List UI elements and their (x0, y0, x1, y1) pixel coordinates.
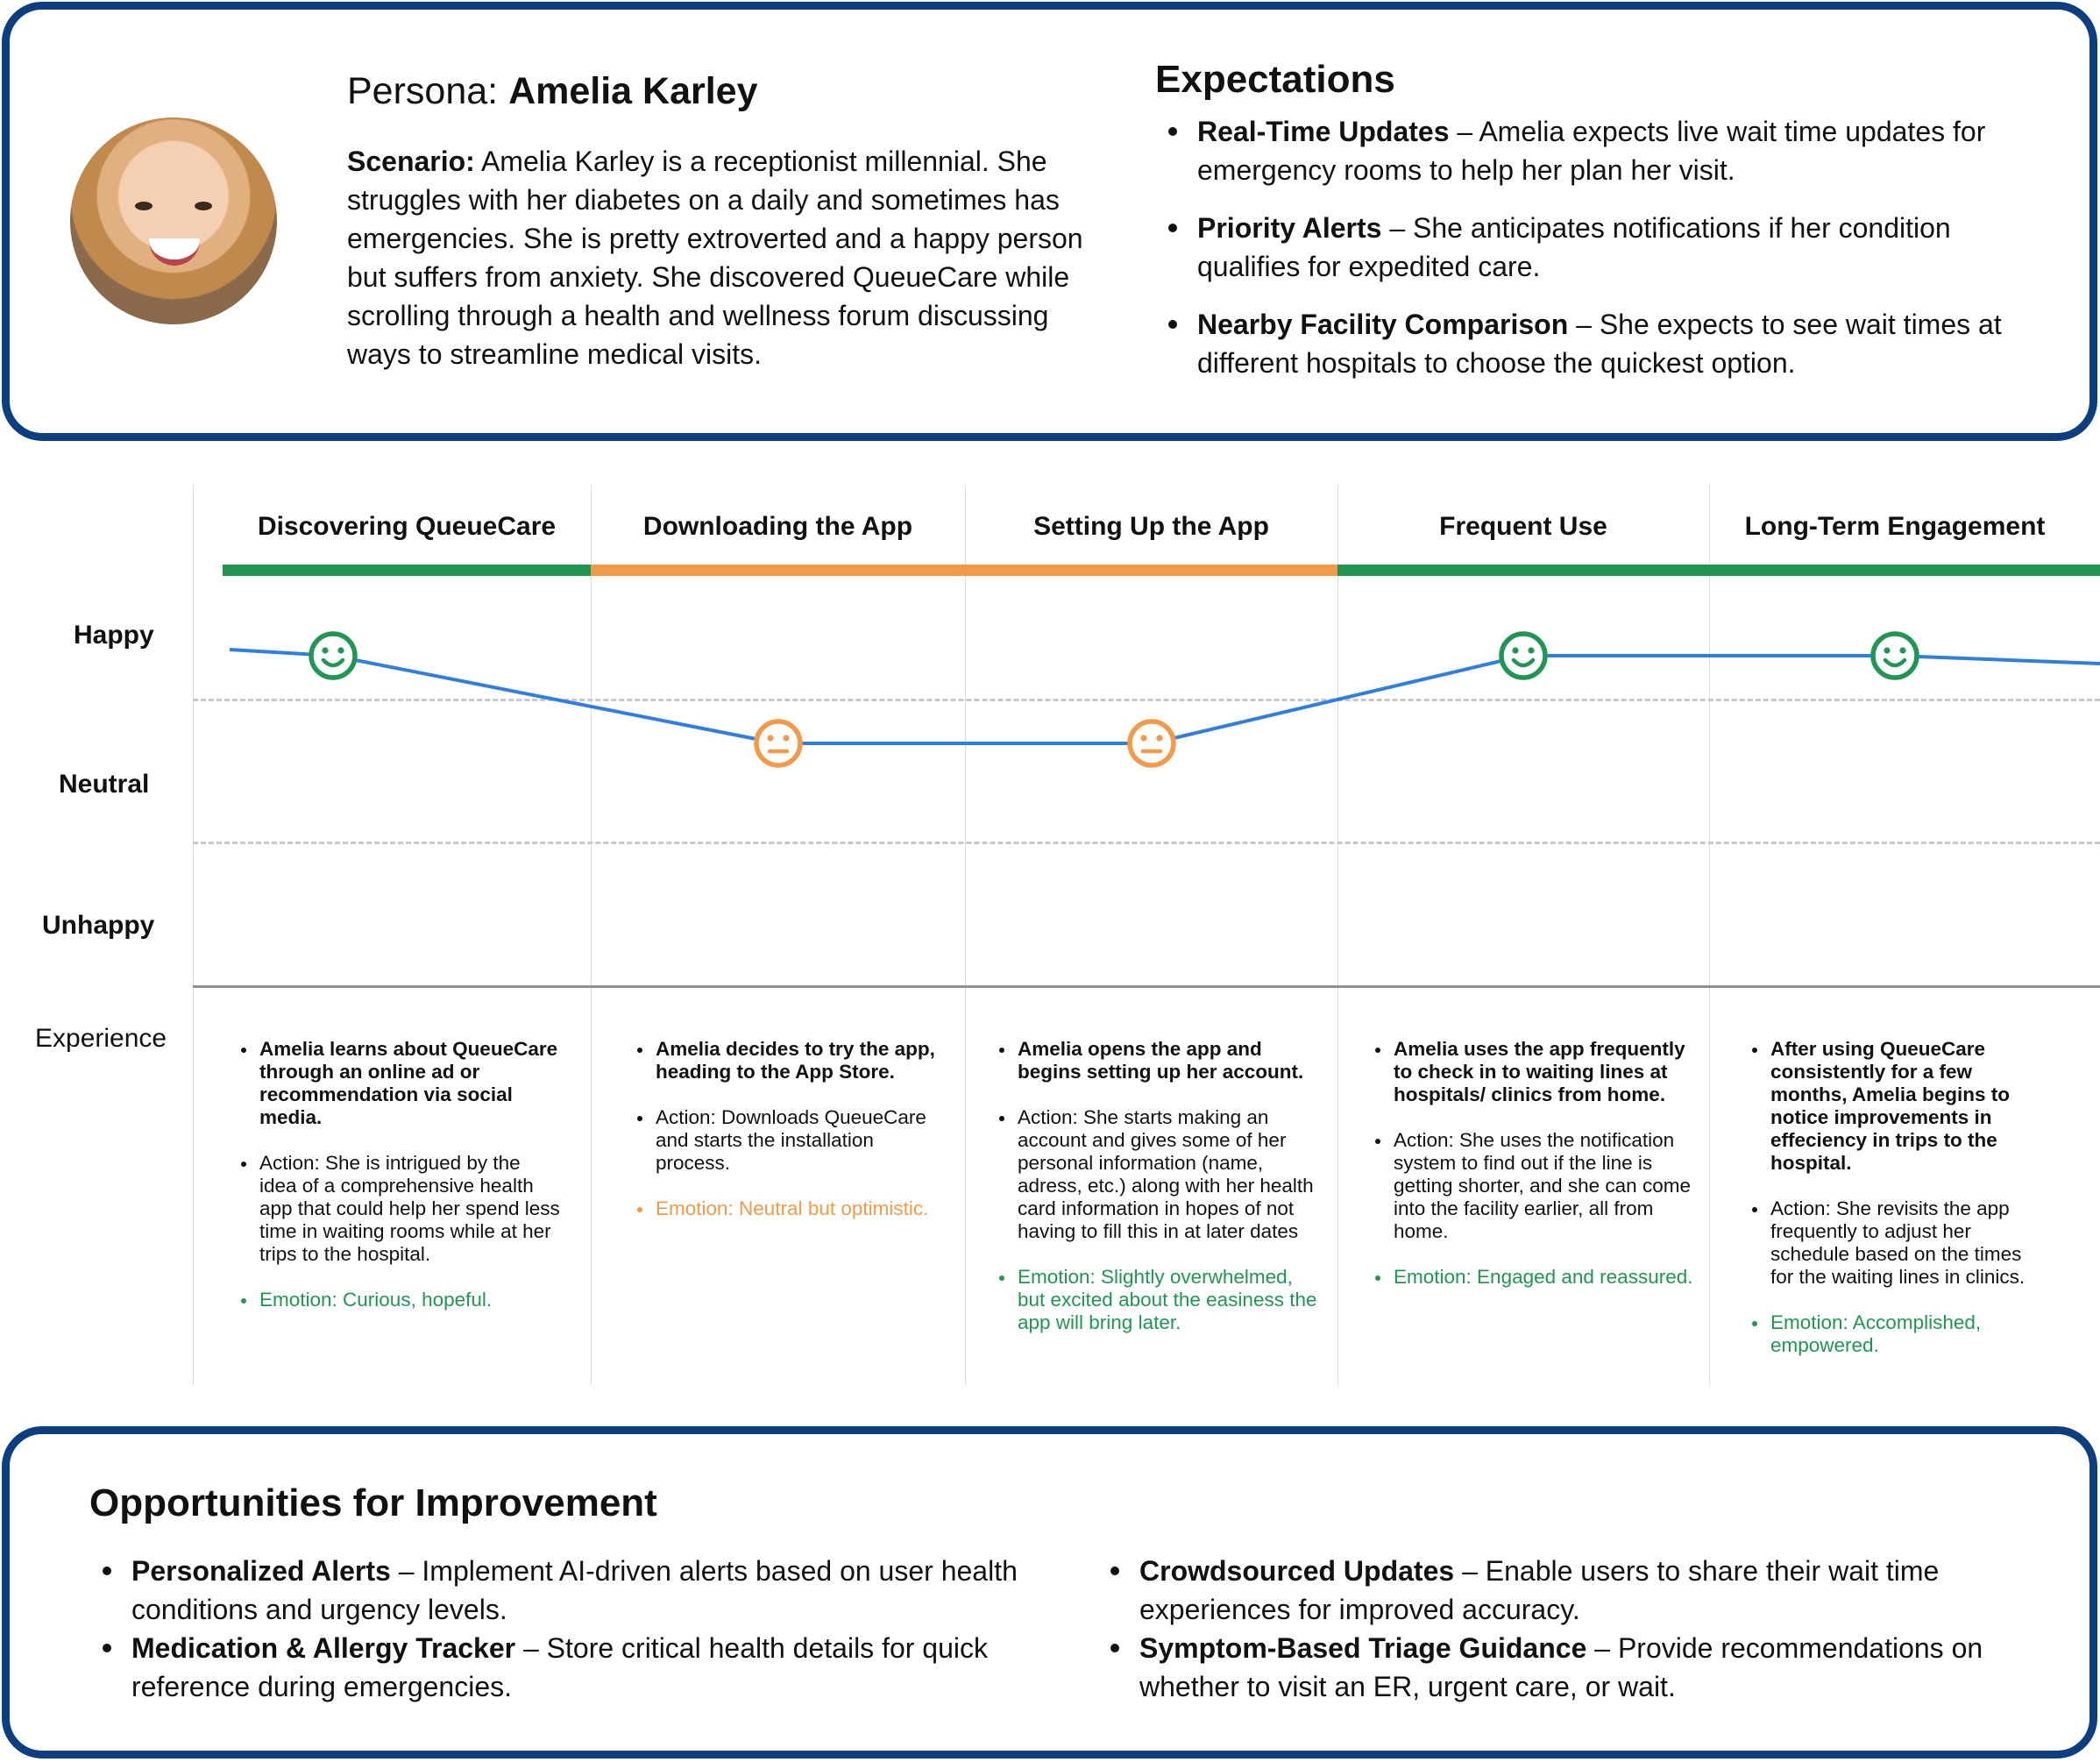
opportunity-item (89, 1629, 1036, 1706)
expectation-text: – She anticipates notifications if her condition qualifies for expedited care. (1197, 212, 1951, 282)
happy-face-icon (1873, 634, 1917, 678)
opportunity-bold: Medication & Allergy Tracker (131, 1632, 516, 1664)
experience-lead: Amelia uses the app frequently to check in to waiting lines at hospitals/ clinics from home. (1373, 1038, 1697, 1106)
opportunity-text: – Implement AI-driven alerts based on user health conditions and urgency levels. (131, 1555, 1018, 1625)
phase-title: Downloading the App (642, 512, 913, 541)
experience-lead: Amelia opens the app and begins setting up her account. (997, 1038, 1321, 1083)
opportunity-bold: Crowdsourced Updates (1139, 1555, 1455, 1587)
experience-emotion: Emotion: Curious, hopeful. (238, 1289, 563, 1311)
experience-emotion: Emotion: Slightly overwhelmed, but excited about the easiness the app will bring later. (997, 1266, 1321, 1334)
experience-action: Action: She uses the notification system to find out if the line is getting shorter, and she can come into the facility earlier, all from home. (1373, 1129, 1697, 1243)
experience-column (238, 1038, 563, 1334)
neutral-face-icon (1130, 721, 1174, 765)
experience-lead: Amelia learns about QueueCare through an online ad or recommendation via social media. (238, 1038, 563, 1129)
expectation-bold: Real-Time Updates (1197, 116, 1450, 147)
opportunity-item (1097, 1552, 2044, 1629)
opportunities-list-left (89, 1552, 1036, 1706)
experience-emotion: Emotion: Neutral but optimistic. (635, 1197, 950, 1220)
experience-lead: After using QueueCare consistently for a few months, Amelia begins to notice improvements in effeciency in trips to the hospital. (1749, 1038, 2039, 1175)
experience-label: Experience (35, 1024, 167, 1053)
opportunity-bold: Personalized Alerts (131, 1555, 391, 1587)
opportunities-title: Opportunities for Improvement (89, 1481, 657, 1524)
level-label-happy: Happy (74, 621, 154, 650)
experience-action: Action: She is intrigued by the idea of a comprehensive health app that could help her spend less time in waiting rooms while at her trips to the hospital. (238, 1152, 563, 1266)
phase-title: Frequent Use (1439, 512, 1607, 541)
experience-action: Action: She starts making an account and gives some of her personal information (name, adress, etc.) along with her health card information in hopes of not having to fill this in at later dates (997, 1106, 1321, 1243)
level-label-neutral: Neutral (59, 770, 150, 799)
opportunity-text: – Enable users to share their wait time experiences for improved accuracy. (1139, 1555, 1940, 1625)
phase-title: Discovering QueueCare (257, 512, 557, 541)
experience-column (997, 1038, 1321, 1357)
experience-emotion: Emotion: Accomplished, empowered. (1749, 1311, 2039, 1357)
experience-column (635, 1038, 950, 1243)
persona-label: Persona: (347, 70, 509, 112)
expectation-bold: Nearby Facility Comparison (1197, 309, 1569, 340)
opportunity-bold: Symptom-Based Triage Guidance (1139, 1632, 1587, 1664)
opportunity-text: – Provide recommendations on whether to visit an ER, urgent care, or wait. (1139, 1632, 1983, 1702)
opportunity-item (1097, 1629, 2044, 1706)
emotion-line-segment (1895, 656, 2100, 664)
happy-face-icon (311, 634, 355, 678)
phase-title: Long-Term Engagement (1744, 512, 2046, 541)
opportunity-item (89, 1552, 1036, 1629)
opportunity-text: – Store critical health details for quick reference during emergencies. (131, 1632, 988, 1702)
phase-title: Setting Up the App (1033, 512, 1269, 541)
emotion-line-segment (1152, 656, 1523, 743)
happy-face-icon (1501, 634, 1545, 678)
opportunities-list-right (1097, 1552, 2044, 1706)
expectation-text: – Amelia expects live wait time updates for emergency rooms to help her plan her visit. (1197, 116, 1986, 186)
experience-column (1373, 1038, 1697, 1311)
experience-emotion: Emotion: Engaged and reassured. (1373, 1266, 1697, 1289)
neutral-face-icon (756, 721, 800, 765)
experience-action: Action: Downloads QueueCare and starts the installation process. (635, 1106, 950, 1175)
expectation-bold: Priority Alerts (1197, 212, 1382, 244)
emotion-line-segment (333, 656, 778, 743)
scenario-label: Scenario: (347, 146, 475, 177)
level-label-unhappy: Unhappy (42, 911, 155, 940)
experience-action: Action: She revisits the app frequently to adjust her schedule based on the times for the waiting lines in clinics. (1749, 1197, 2039, 1289)
experience-column (1749, 1038, 2039, 1380)
scenario-body: Amelia Karley is a receptionist millennial. She struggles with her diabetes on a daily and sometimes has emergencies. She is pretty extroverted and a happy person but suffers from anxiety. She discovered QueueCare while scrolling through a health and wellness forum discussing ways to streamline medical visits. (347, 146, 1083, 370)
expectation-text: – She expects to see wait times at different hospitals to choose the quickest option. (1197, 309, 2002, 379)
experience-lead: Amelia decides to try the app, heading to the App Store. (635, 1038, 950, 1083)
persona-name: Amelia Karley (508, 70, 758, 112)
expectations-title: Expectations (1155, 58, 1395, 101)
